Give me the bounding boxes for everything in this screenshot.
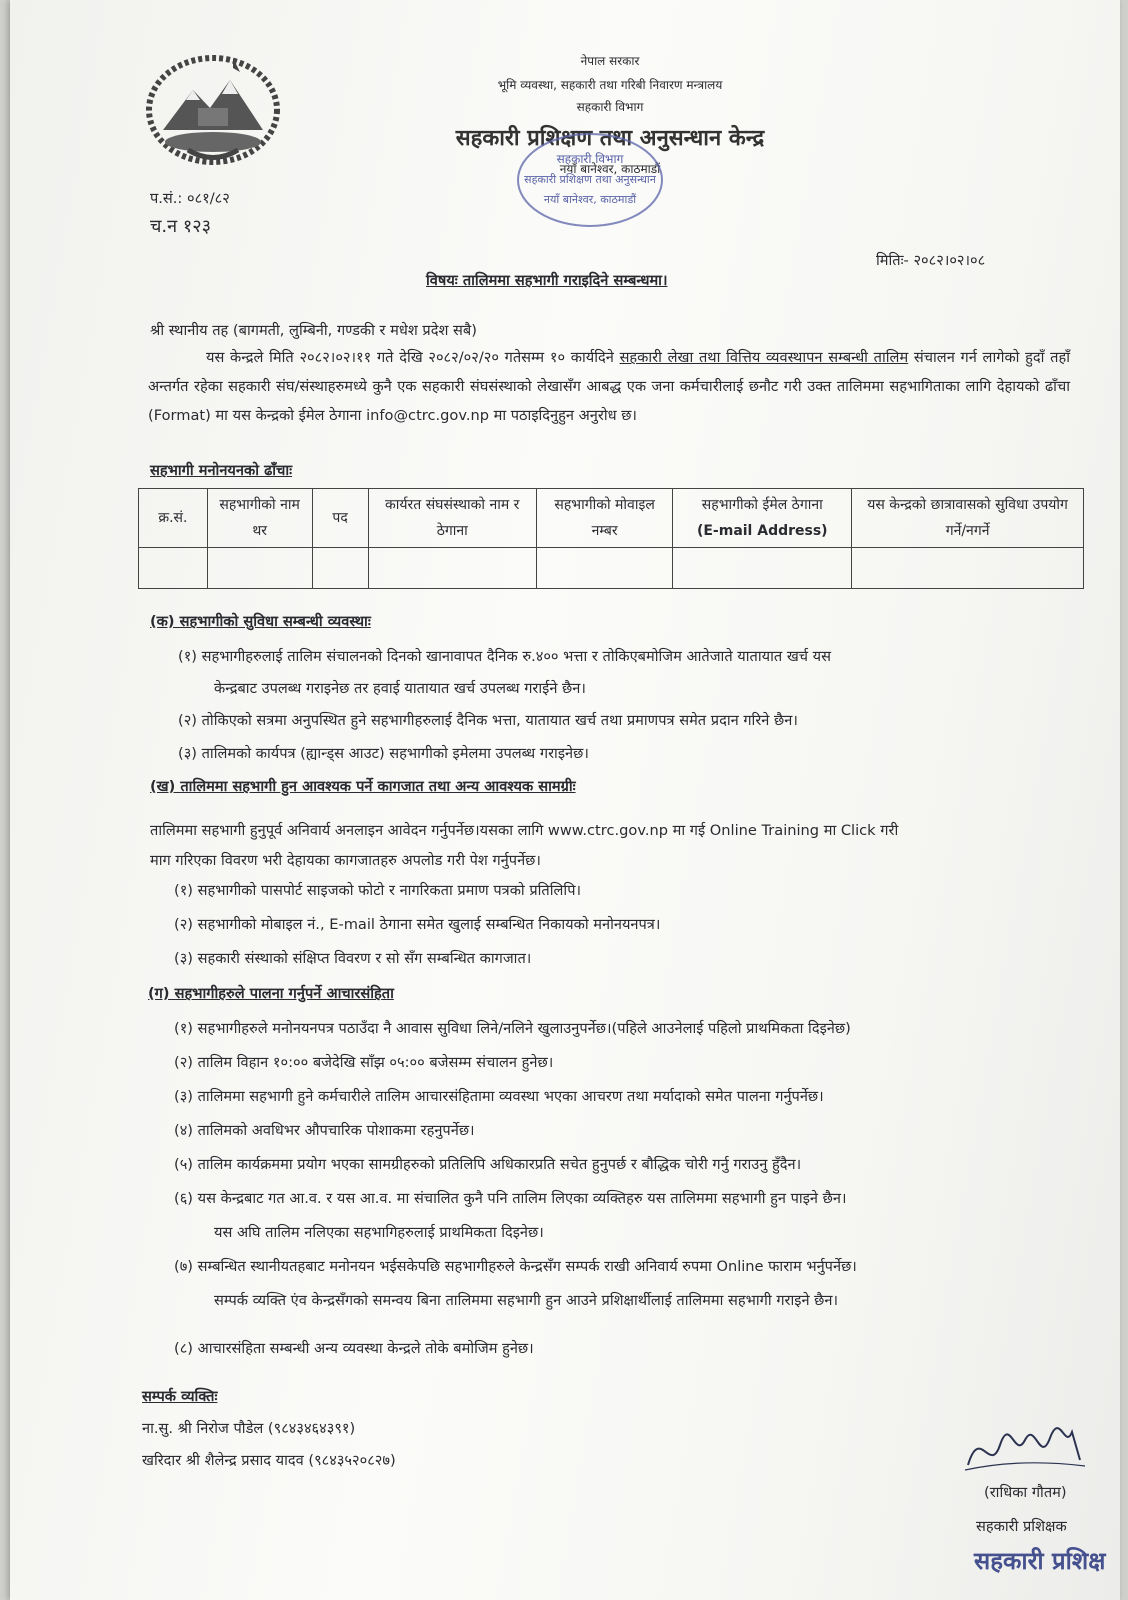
header-ministry: भूमि व्यवस्था, सहकारी तथा गरिबी निवारण मन्त्रालय — [497, 78, 723, 92]
body-text: यस केन्द्रले मिति २०८२।०२।११ गते देखि २०८२/०२/२० गतेसम्म १० कार्यदिने — [206, 349, 620, 366]
table-header: क्र.सं. — [139, 489, 208, 548]
stamp-text-line: नयाँ बानेश्वर, काठमाडौं — [543, 193, 637, 206]
table-cell — [368, 548, 536, 589]
header-address: नयाँ बानेश्वर, काठमाडौं — [559, 162, 661, 176]
letter-page — [10, 0, 1120, 1600]
list-item: (१) सहभागीहरुलाई तालिम संचालनको दिनको खानावापत दैनिक रु.४०० भत्ता र तोकिएबमोजिम आतेजाते यातायात खर्च यस — [178, 648, 831, 665]
stamp-text-line: सहकारी विभाग — [556, 152, 624, 166]
table-header-row — [139, 489, 1084, 548]
reference-number: प.सं.: ०८१/८२ — [150, 190, 230, 207]
signatory-designation: सहकारी प्रशिक्षक — [976, 1518, 1067, 1535]
signatory-name: (राधिका गौतम) — [984, 1484, 1067, 1501]
list-item: (७) सम्बन्धित स्थानीयतहबाट मनोनयन भईसकेपछि सहभागीहरुले केन्द्रसँग सम्पर्क राखी अनिवार्य रुपमा Online फाराम भर्नुपर्नेछ। — [174, 1258, 857, 1275]
list-item: (५) तालिम कार्यक्रममा प्रयोग भएका सामग्रीहरुको प्रतिलिपि अधिकारप्रति सचेत हुनुपर्छ र बौद्धिक चोरी गर्नु गराउनु हुँदैन। — [174, 1156, 802, 1173]
signature — [960, 1420, 1090, 1480]
office-stamp — [510, 125, 670, 235]
stamp-text-line: सहकारी प्रशिक्षण तथा अनुसन्धान — [524, 173, 656, 186]
list-item: सम्पर्क व्यक्ति एंव केन्द्रसँगको समन्वय बिना तालिममा सहभागी हुन आउने प्रशिक्षार्थीलाई तालिममा सहभागी गराइने छैन। — [214, 1292, 839, 1309]
table-cell — [207, 548, 312, 589]
table-header: यस केन्द्रको छात्रावासको सुविधा उपयोग गर्ने/नगर्ने — [852, 489, 1084, 548]
table-header: पद — [312, 489, 368, 548]
list-item: (२) तालिम विहान १०:०० बजेदेखि साँझ ०५:०० बजेसम्म संचालन हुनेछ। — [174, 1054, 554, 1071]
list-item: यस अघि तालिम नलिएका सहभागिहरुलाई प्राथमिकता दिइनेछ। — [214, 1224, 544, 1241]
header-department: सहकारी विभाग — [576, 100, 644, 114]
page-title: सहकारी प्रशिक्षण तथा अनुसन्धान केन्द्र — [455, 126, 765, 151]
form-heading: सहभागी मनोनयनको ढाँचाः — [150, 462, 293, 479]
kha-intro: माग गरिएका विवरण भरी देहायका कागजातहरु अपलोड गरी पेश गर्नुपर्नेछ। — [150, 852, 541, 869]
letter-date: मितिः- २०८२।०२।०८ — [876, 252, 986, 269]
section-ga-heading: (ग) सहभागीहरुले पालना गर्नुपर्ने आचारसंहिता — [148, 985, 394, 1002]
subject-line: विषयः तालिममा सहभागी गराइदिने सम्बन्धमा। — [426, 272, 668, 289]
table-cell — [673, 548, 852, 589]
list-item: (८) आचारसंहिता सम्बन्धी अन्य व्यवस्था केन्द्रले तोके बमोजिम हुनेछ। — [174, 1340, 534, 1357]
list-item: (३) तालिममा सहभागी हुने कर्मचारीले तालिम आचारसंहितामा व्यवस्था भएका आचरण तथा मर्यादाको समेत पालना गर्नुपर्नेछ। — [174, 1088, 824, 1105]
table-header: सहभागीको मोवाइल नम्बर — [536, 489, 673, 548]
table-header — [673, 489, 852, 548]
dispatch-number: च.न १२३ — [150, 216, 211, 237]
table-cell — [536, 548, 673, 589]
list-item: (३) तालिमको कार्यपत्र (ह्यान्ड्स आउट) सहभागीको इमेलमा उपलब्ध गराइनेछ। — [178, 745, 589, 762]
list-item: (४) तालिमको अवधिभर औपचारिक पोशाकमा रहनुपर्नेछ। — [174, 1122, 475, 1139]
list-item: (२) सहभागीको मोबाइल नं., E-mail ठेगाना समेत खुलाई सम्बन्धित निकायको मनोनयनपत्र। — [174, 916, 661, 933]
table-header: सहभागीको नाम थर — [207, 489, 312, 548]
contact-person: खरिदार श्री शैलेन्द्र प्रसाद यादव (९८४३५२०८२७) — [142, 1452, 396, 1469]
email-header-note: (E-mail Address) — [696, 523, 828, 539]
section-ka-heading: (क) सहभागीको सुविधा सम्बन्धी व्यवस्थाः — [150, 613, 371, 630]
body-paragraph — [148, 343, 1070, 430]
body-text: संचालन गर्न लागेको हुदाँ तहाँ अन्तर्गत रहेका सहकारी संघ/संस्थाहरुमध्ये कुनै एक सहकारी संघसंस्थाको लेखासँग आबद्ध एक जना कर्मचारीलाई छनौट गरी उक्त तालिममा सहभागिताका लागि देहायको ढाँचा (Format) मा यस केन्द्रको ईमेल ठेगाना info@ctrc.gov.np मा पठाइदिनुहुन अनुरोध छ। — [148, 349, 1070, 424]
nepal-emblem-icon — [138, 50, 288, 170]
section-kha-heading: (ख) तालिममा सहभागी हुन आवश्यक पर्ने कागजात तथा अन्य आवश्यक सामग्रीः — [150, 778, 576, 795]
list-item: केन्द्रबाट उपलब्ध गराइनेछ तर हवाई यातायात खर्च उपलब्ध गराईने छैन। — [214, 680, 586, 697]
table-row — [139, 548, 1084, 589]
training-title: सहकारी लेखा तथा वित्तिय व्यवस्थापन सम्बन्धी तालिम — [619, 349, 909, 366]
table-cell — [312, 548, 368, 589]
table-cell — [139, 548, 208, 589]
addressee: श्री स्थानीय तह (बागमती, लुम्बिनी, गण्डकी र मधेश प्रदेश सबै) — [150, 322, 477, 339]
signatory-name-text: राधिका गौतम — [989, 1484, 1061, 1501]
header-government: नेपाल सरकार — [580, 54, 640, 68]
list-item: (१) सहभागीहरुले मनोनयनपत्र पठाउँदा नै आवास सुविधा लिने/नलिने खुलाउनुपर्नेछ।(पहिले आउनेलाई पहिलो प्राथमिकता दिइनेछ) — [174, 1020, 851, 1037]
list-item: (३) सहकारी संस्थाको संक्षिप्त विवरण र सो सँग सम्बन्धित कागजात। — [174, 950, 532, 967]
nomination-table — [138, 488, 1084, 589]
list-item: (१) सहभागीको पासपोर्ट साइजको फोटो र नागरिकता प्रमाण पत्रको प्रतिलिपि। — [174, 882, 582, 899]
list-item: (६) यस केन्द्रबाट गत आ.व. र यस आ.व. मा संचालित कुनै पनि तालिम लिएका व्यक्तिहरु यस तालिममा सहभागी हुन पाइने छैन। — [174, 1190, 847, 1207]
kha-intro: तालिममा सहभागी हुनुपूर्व अनिवार्य अनलाइन आवेदन गर्नुपर्नेछ।यसका लागि www.ctrc.gov.np मा गई Online Training मा Click गरी — [150, 822, 899, 839]
designation-stamp: सहकारी प्रशिक्ष — [974, 1547, 1106, 1575]
contact-heading: सम्पर्क व्यक्तिः — [142, 1388, 218, 1405]
contact-person: ना.सु. श्री निरोज पौडेल (९८४३४६४३९१) — [142, 1420, 356, 1437]
table-header: कार्यरत संघसंस्थाको नाम र ठेगाना — [368, 489, 536, 548]
email-header-label: सहभागीको ईमेल ठेगाना — [701, 497, 823, 513]
list-item: (२) तोकिएको सत्रमा अनुपस्थित हुने सहभागीहरुलाई दैनिक भत्ता, यातायात खर्च तथा प्रमाणपत्र समेत प्रदान गरिने छैन। — [178, 712, 798, 729]
table-cell — [852, 548, 1084, 589]
